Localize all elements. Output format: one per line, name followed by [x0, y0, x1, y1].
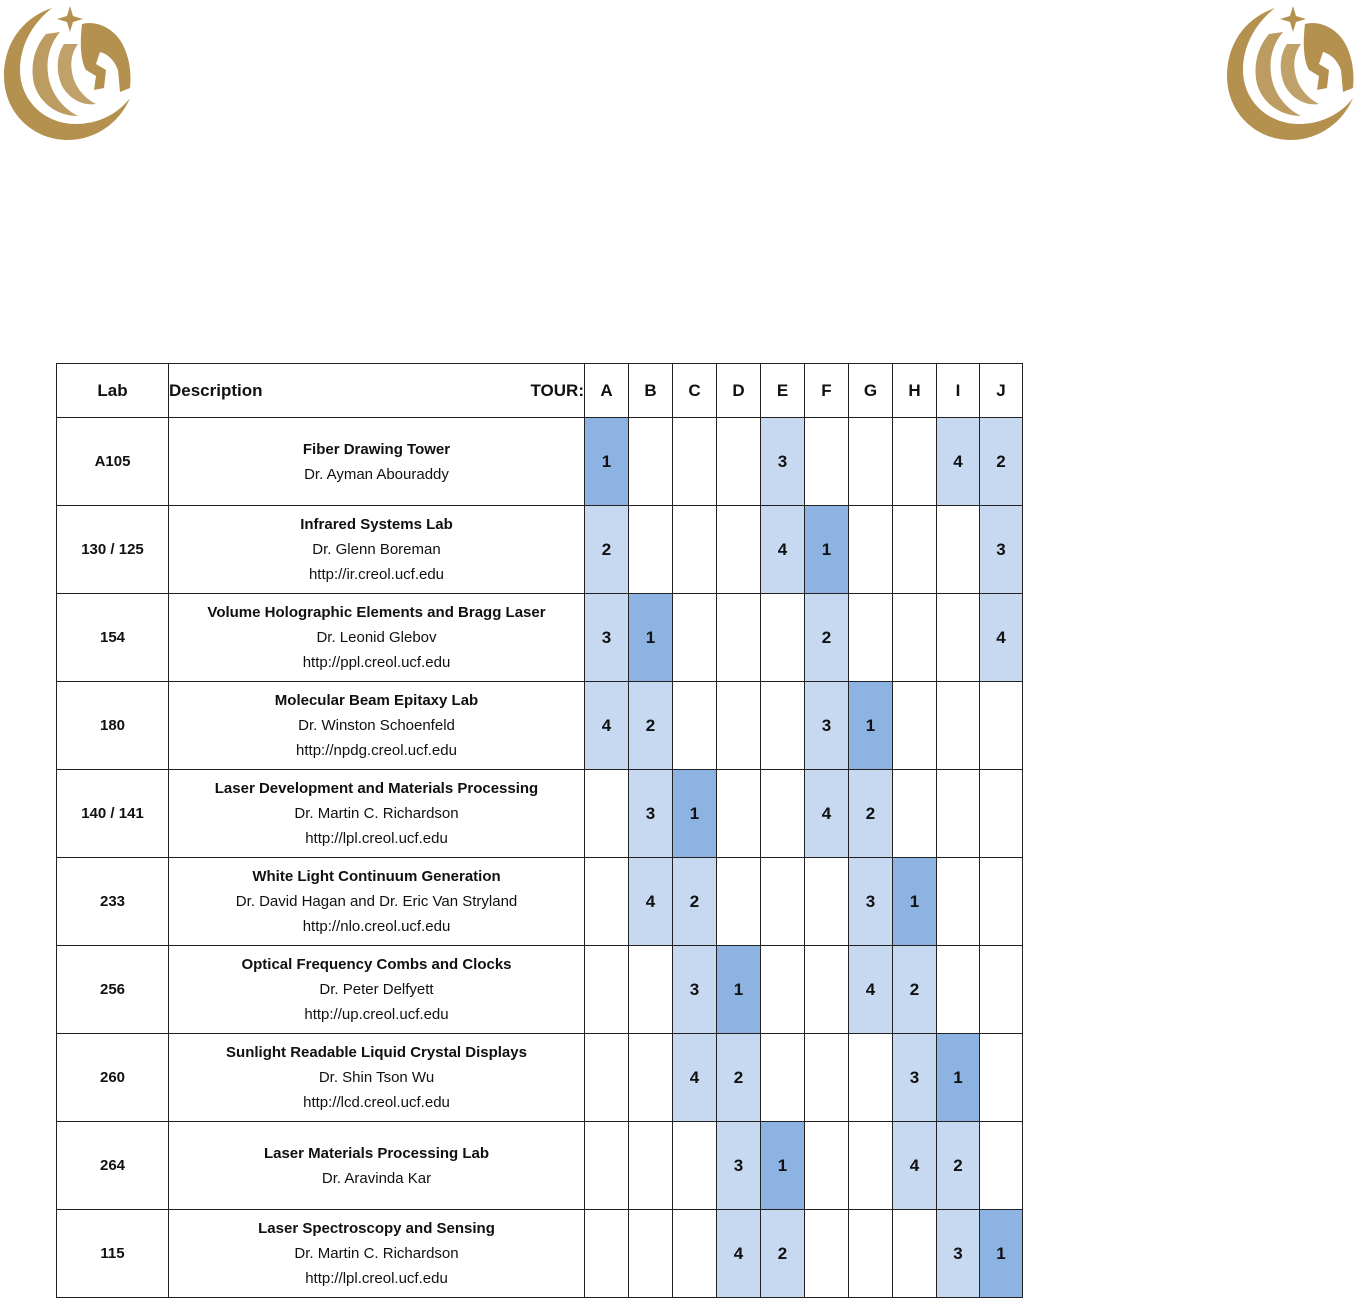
tour-stop-cell: [893, 682, 937, 770]
tour-stop-cell: [673, 682, 717, 770]
tour-stop-cell: 1: [805, 506, 849, 594]
lab-pi: Dr. David Hagan and Dr. Eric Van Stryland: [235, 893, 518, 910]
lab-column-header: Lab: [57, 364, 169, 418]
tour-stop-cell: [980, 770, 1023, 858]
tour-stop-cell: 4: [629, 858, 673, 946]
pegasus-logo-icon: [0, 0, 138, 142]
lab-name: Infrared Systems Lab: [300, 516, 453, 533]
tour-stop-cell: 4: [980, 594, 1023, 682]
tour-stop-cell: [849, 594, 893, 682]
tour-stop-cell: [805, 418, 849, 506]
tour-stop-cell: 3: [893, 1034, 937, 1122]
lab-url-link[interactable]: http://lcd.creol.ucf.edu: [303, 1094, 450, 1111]
table-row: [57, 946, 1023, 1034]
lab-name: Laser Materials Processing Lab: [263, 1144, 490, 1162]
tour-header-c: C: [673, 364, 717, 418]
lab-name: White Light Continuum Generation: [252, 868, 501, 885]
tour-stop-cell: 4: [673, 1034, 717, 1122]
tour-stop-cell: 2: [717, 1034, 761, 1122]
tour-stop-cell: 3: [980, 506, 1023, 594]
tour-stop-cell: [717, 858, 761, 946]
tour-stop-cell: [980, 1034, 1023, 1122]
lab-name: Molecular Beam Epitaxy Lab: [274, 692, 479, 709]
tour-stop-cell: 2: [585, 506, 629, 594]
tour-stop-cell: 2: [761, 1210, 805, 1298]
tour-stop-cell: [937, 946, 980, 1034]
lab-name: Volume Holographic Elements and Bragg Laser: [207, 604, 546, 621]
tour-stop-cell: [629, 946, 673, 1034]
tour-stop-cell: [805, 946, 849, 1034]
tour-header-i: I: [937, 364, 980, 418]
tour-stop-cell: [761, 946, 805, 1034]
tour-stop-cell: [893, 594, 937, 682]
tour-stop-cell: [673, 1122, 717, 1210]
lab-name: Optical Frequency Combs and Clocks: [241, 956, 512, 973]
tour-stop-cell: 4: [805, 770, 849, 858]
tour-stop-cell: 2: [629, 682, 673, 770]
tour-stop-cell: 3: [849, 858, 893, 946]
tour-label: TOUR:: [530, 380, 584, 400]
tour-stop-cell: [849, 418, 893, 506]
tour-stop-cell: [717, 682, 761, 770]
tour-header-e: E: [761, 364, 805, 418]
tour-header-f: F: [805, 364, 849, 418]
lab-name: Laser Spectroscopy and Sensing: [258, 1220, 495, 1237]
tour-stop-cell: 4: [849, 946, 893, 1034]
tour-header-a: A: [585, 364, 629, 418]
tour-stop-cell: 2: [805, 594, 849, 682]
lab-pi: Dr. Aravinda Kar: [321, 1169, 432, 1187]
tour-stop-cell: 3: [805, 682, 849, 770]
tour-stop-cell: [849, 1122, 893, 1210]
tour-header-d: D: [717, 364, 761, 418]
tour-stop-cell: 3: [629, 770, 673, 858]
table-row: [57, 1034, 1023, 1122]
tour-stop-cell: [717, 506, 761, 594]
tour-stop-cell: [585, 1034, 629, 1122]
lab-url-link[interactable]: http://nlo.creol.ucf.edu: [302, 918, 451, 935]
tour-stop-cell: [937, 858, 980, 946]
tour-stop-cell: 1: [717, 946, 761, 1034]
lab-pi: Dr. Glenn Boreman: [312, 541, 441, 558]
tour-stop-cell: 3: [761, 418, 805, 506]
tour-stop-cell: [585, 946, 629, 1034]
tour-stop-cell: 2: [673, 858, 717, 946]
tour-stop-cell: 1: [673, 770, 717, 858]
lab-description: [169, 418, 585, 506]
tour-stop-cell: [805, 858, 849, 946]
lab-number: 180: [57, 682, 169, 770]
tour-stop-cell: [937, 770, 980, 858]
description-column-header: [169, 364, 585, 418]
lab-pi: Dr. Leonid Glebov: [316, 629, 437, 646]
lab-url-link[interactable]: http://lpl.creol.ucf.edu: [305, 1270, 448, 1287]
tour-stop-cell: [585, 1122, 629, 1210]
tour-stop-cell: [585, 858, 629, 946]
tour-stop-cell: 4: [761, 506, 805, 594]
lab-pi: Dr. Winston Schoenfeld: [298, 717, 455, 734]
tour-stop-cell: 1: [761, 1122, 805, 1210]
lab-number: 256: [57, 946, 169, 1034]
tour-stop-cell: 4: [937, 418, 980, 506]
tour-stop-cell: 1: [849, 682, 893, 770]
table-row: [57, 506, 1023, 594]
lab-number: 154: [57, 594, 169, 682]
table-header-row: [57, 364, 1023, 418]
tour-stop-cell: [805, 1210, 849, 1298]
tour-header-g: G: [849, 364, 893, 418]
tour-stop-cell: [980, 682, 1023, 770]
tour-stop-cell: 4: [893, 1122, 937, 1210]
tour-stop-cell: [673, 506, 717, 594]
lab-description: [169, 682, 585, 770]
tour-stop-cell: [980, 1122, 1023, 1210]
table-row: [57, 858, 1023, 946]
tour-stop-cell: [629, 1210, 673, 1298]
tour-stop-cell: [937, 594, 980, 682]
tour-stop-cell: [629, 1122, 673, 1210]
lab-name: Fiber Drawing Tower: [302, 440, 451, 458]
tour-stop-cell: 3: [585, 594, 629, 682]
lab-description: [169, 946, 585, 1034]
pegasus-logo-icon: [1223, 0, 1361, 142]
lab-name: Sunlight Readable Liquid Crystal Displays: [226, 1044, 527, 1061]
table-row: [57, 418, 1023, 506]
tour-stop-cell: [673, 594, 717, 682]
table-row: [57, 594, 1023, 682]
tour-stop-cell: 4: [717, 1210, 761, 1298]
tour-stop-cell: [585, 770, 629, 858]
tour-stop-cell: [761, 858, 805, 946]
lab-number: 140 / 141: [57, 770, 169, 858]
lab-name: Laser Development and Materials Processing: [214, 780, 539, 797]
lab-url-link[interactable]: http://up.creol.ucf.edu: [304, 1006, 449, 1023]
tour-stop-cell: [849, 1210, 893, 1298]
lab-number: 130 / 125: [57, 506, 169, 594]
lab-url-link[interactable]: http://npdg.creol.ucf.edu: [296, 742, 457, 759]
tour-stop-cell: [980, 858, 1023, 946]
tour-header-h: H: [893, 364, 937, 418]
tour-stop-cell: [805, 1122, 849, 1210]
tour-stop-cell: [761, 1034, 805, 1122]
tour-stop-cell: 2: [937, 1122, 980, 1210]
lab-number: 233: [57, 858, 169, 946]
lab-description: [169, 594, 585, 682]
lab-tour-table: [56, 363, 1023, 1298]
tour-stop-cell: 1: [980, 1210, 1023, 1298]
lab-description: [169, 506, 585, 594]
tour-stop-cell: [585, 1210, 629, 1298]
tour-header-j: J: [980, 364, 1023, 418]
tour-stop-cell: 2: [980, 418, 1023, 506]
tour-stop-cell: [937, 506, 980, 594]
tour-stop-cell: 4: [585, 682, 629, 770]
tour-stop-cell: 1: [937, 1034, 980, 1122]
tour-stop-cell: [893, 770, 937, 858]
tour-stop-cell: [717, 418, 761, 506]
tour-stop-cell: [893, 1210, 937, 1298]
tour-stop-cell: 2: [849, 770, 893, 858]
table-row: [57, 682, 1023, 770]
tour-stop-cell: [717, 770, 761, 858]
lab-description: [169, 1122, 585, 1210]
lab-pi: Dr. Martin C. Richardson: [294, 1245, 459, 1262]
lab-pi: Dr. Martin C. Richardson: [294, 805, 459, 822]
tour-stop-cell: 1: [629, 594, 673, 682]
tour-stop-cell: [805, 1034, 849, 1122]
tour-stop-cell: [629, 506, 673, 594]
lab-description: [169, 1210, 585, 1298]
lab-number: 260: [57, 1034, 169, 1122]
tour-stop-cell: [980, 946, 1023, 1034]
tour-stop-cell: [849, 506, 893, 594]
table-row: [57, 770, 1023, 858]
tour-stop-cell: [673, 1210, 717, 1298]
tour-stop-cell: 3: [937, 1210, 980, 1298]
tour-stop-cell: 3: [717, 1122, 761, 1210]
tour-stop-cell: [761, 770, 805, 858]
tour-stop-cell: [629, 418, 673, 506]
tour-stop-cell: [717, 594, 761, 682]
tour-stop-cell: [761, 682, 805, 770]
tour-stop-cell: [849, 1034, 893, 1122]
description-label: Description: [169, 380, 263, 400]
tour-stop-cell: [893, 506, 937, 594]
lab-pi: Dr. Shin Tson Wu: [318, 1069, 435, 1086]
tour-stop-cell: [893, 418, 937, 506]
tour-stop-cell: 1: [893, 858, 937, 946]
lab-description: [169, 858, 585, 946]
tour-stop-cell: [673, 418, 717, 506]
table-row: [57, 1122, 1023, 1210]
lab-url-link[interactable]: http://lpl.creol.ucf.edu: [305, 830, 448, 847]
tour-stop-cell: [629, 1034, 673, 1122]
lab-number: 115: [57, 1210, 169, 1298]
lab-pi: Dr. Ayman Abouraddy: [304, 465, 449, 483]
lab-description: [169, 1034, 585, 1122]
lab-url-link[interactable]: http://ir.creol.ucf.edu: [308, 566, 445, 583]
tour-stop-cell: [761, 594, 805, 682]
lab-number: 264: [57, 1122, 169, 1210]
lab-url-link[interactable]: http://ppl.creol.ucf.edu: [302, 654, 451, 671]
table-row: [57, 1210, 1023, 1298]
tour-stop-cell: 2: [893, 946, 937, 1034]
lab-number: A105: [57, 418, 169, 506]
tour-header-b: B: [629, 364, 673, 418]
lab-description: [169, 770, 585, 858]
lab-pi: Dr. Peter Delfyett: [319, 981, 434, 998]
tour-stop-cell: 3: [673, 946, 717, 1034]
tour-stop-cell: 1: [585, 418, 629, 506]
tour-stop-cell: [937, 682, 980, 770]
